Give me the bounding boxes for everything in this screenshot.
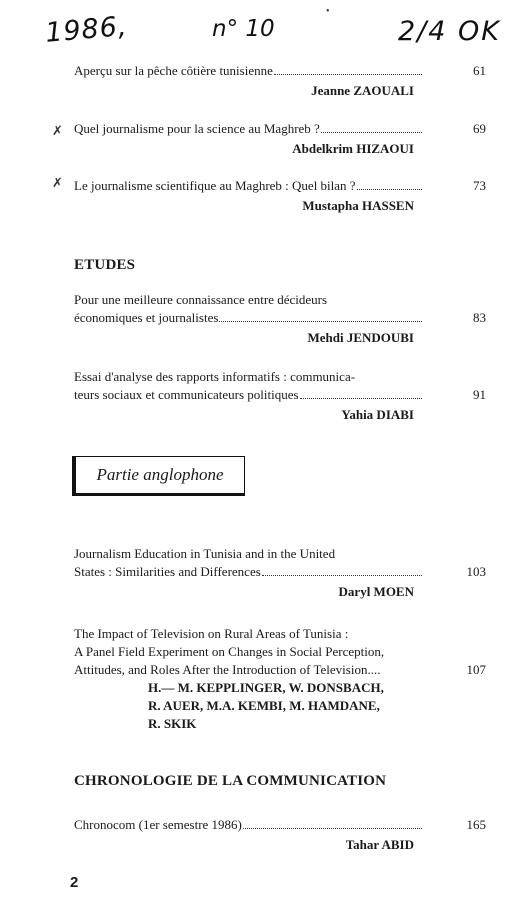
leader-dots	[357, 189, 422, 190]
toc-title: Chronocom (1er semestre 1986)	[74, 817, 242, 832]
leader-dots	[321, 132, 422, 133]
toc-title: Journalism Education in Tunisia and in the United	[74, 546, 336, 561]
leader-dots	[274, 74, 422, 75]
toc-title: Le journalisme scientifique au Maghreb : Quel bilan ?	[74, 178, 356, 193]
toc-author: Yahia DIABI	[341, 407, 414, 422]
toc-title: States : Similarities and Differences	[74, 564, 261, 579]
toc-entry	[74, 120, 486, 158]
toc-author: Abdelkrim HIZAOUI	[292, 141, 414, 156]
toc-title-line	[74, 368, 486, 386]
toc-title-line	[74, 816, 486, 834]
toc-title-line	[74, 563, 486, 581]
toc-author: Mustapha HASSEN	[302, 198, 414, 213]
toc-page-number: 61	[473, 63, 486, 78]
toc-title-line	[74, 120, 486, 138]
toc-entry	[74, 816, 486, 854]
toc-title: Essai d'analyse des rapports informatifs : communica-	[74, 369, 356, 384]
leader-dots	[243, 828, 422, 829]
toc-author: Mehdi JENDOUBI	[307, 330, 414, 345]
toc-title: Quel journalisme pour la science au Maghreb ?	[74, 121, 320, 136]
toc-title-line	[74, 643, 486, 661]
check-mark-icon: ✗	[52, 124, 63, 139]
toc-author: Tahar ABID	[345, 837, 414, 852]
toc-page-number: 69	[473, 121, 486, 136]
toc-page-number: 107	[466, 662, 486, 677]
toc-entry	[74, 368, 486, 424]
toc-title: teurs sociaux et communicateurs politiques	[74, 387, 299, 402]
leader-dots	[219, 321, 422, 322]
toc-title-line	[74, 386, 486, 404]
toc-title-line	[74, 291, 486, 309]
section-heading-etudes: ETUDES	[74, 257, 136, 273]
toc-author: Jeanne ZAOUALI	[311, 83, 414, 98]
toc-title: A Panel Field Experiment on Changes in Social Perception,	[74, 644, 385, 659]
toc-entry	[74, 625, 486, 733]
handwritten-issue-number: n° 10	[212, 16, 275, 42]
toc-title: The Impact of Television on Rural Areas of Tunisia :	[74, 626, 349, 641]
toc-author: R. SKIK	[148, 716, 197, 731]
check-mark-icon: ✗	[52, 176, 63, 191]
toc-title-line	[74, 309, 486, 327]
toc-title-line	[74, 625, 486, 643]
toc-entry	[74, 545, 486, 601]
toc-title-line	[74, 661, 486, 679]
toc-title-line	[74, 177, 486, 195]
toc-entry	[74, 291, 486, 347]
leader-dots	[262, 575, 422, 576]
section-heading-chronologie: CHRONOLOGIE DE LA COMMUNICATION	[74, 773, 387, 789]
toc-entry	[74, 177, 486, 215]
toc-title-line	[74, 545, 486, 563]
toc-page-number: 91	[473, 387, 486, 402]
toc-page-number: 83	[473, 310, 486, 325]
toc-page-number: 165	[466, 817, 486, 832]
toc-author: Daryl MOEN	[338, 584, 414, 599]
part-label-box: Partie anglophone	[72, 456, 245, 496]
toc-title: Pour une meilleure connaissance entre décideurs	[74, 292, 328, 307]
page-number: 2	[70, 874, 79, 891]
toc-title: Attitudes, and Roles After the Introduction of Television....	[74, 662, 381, 677]
handwritten-year: 1986,	[44, 10, 129, 49]
leader-dots	[300, 398, 422, 399]
toc-title-line	[74, 62, 486, 80]
toc-entry	[74, 62, 486, 100]
toc-page-number: 103	[466, 564, 486, 579]
toc-page-number: 73	[473, 178, 486, 193]
toc-author: R. AUER, M.A. KEMBI, M. HAMDANE,	[148, 698, 380, 713]
toc-title: économiques et journalistes	[74, 310, 219, 325]
handwritten-tally: 2/4 OK	[398, 16, 501, 47]
toc-author: H.— M. KEPPLINGER, W. DONSBACH,	[148, 680, 384, 695]
pen-mark-icon: •	[326, 6, 330, 17]
toc-title: Aperçu sur la pêche côtière tunisienne	[74, 63, 273, 78]
